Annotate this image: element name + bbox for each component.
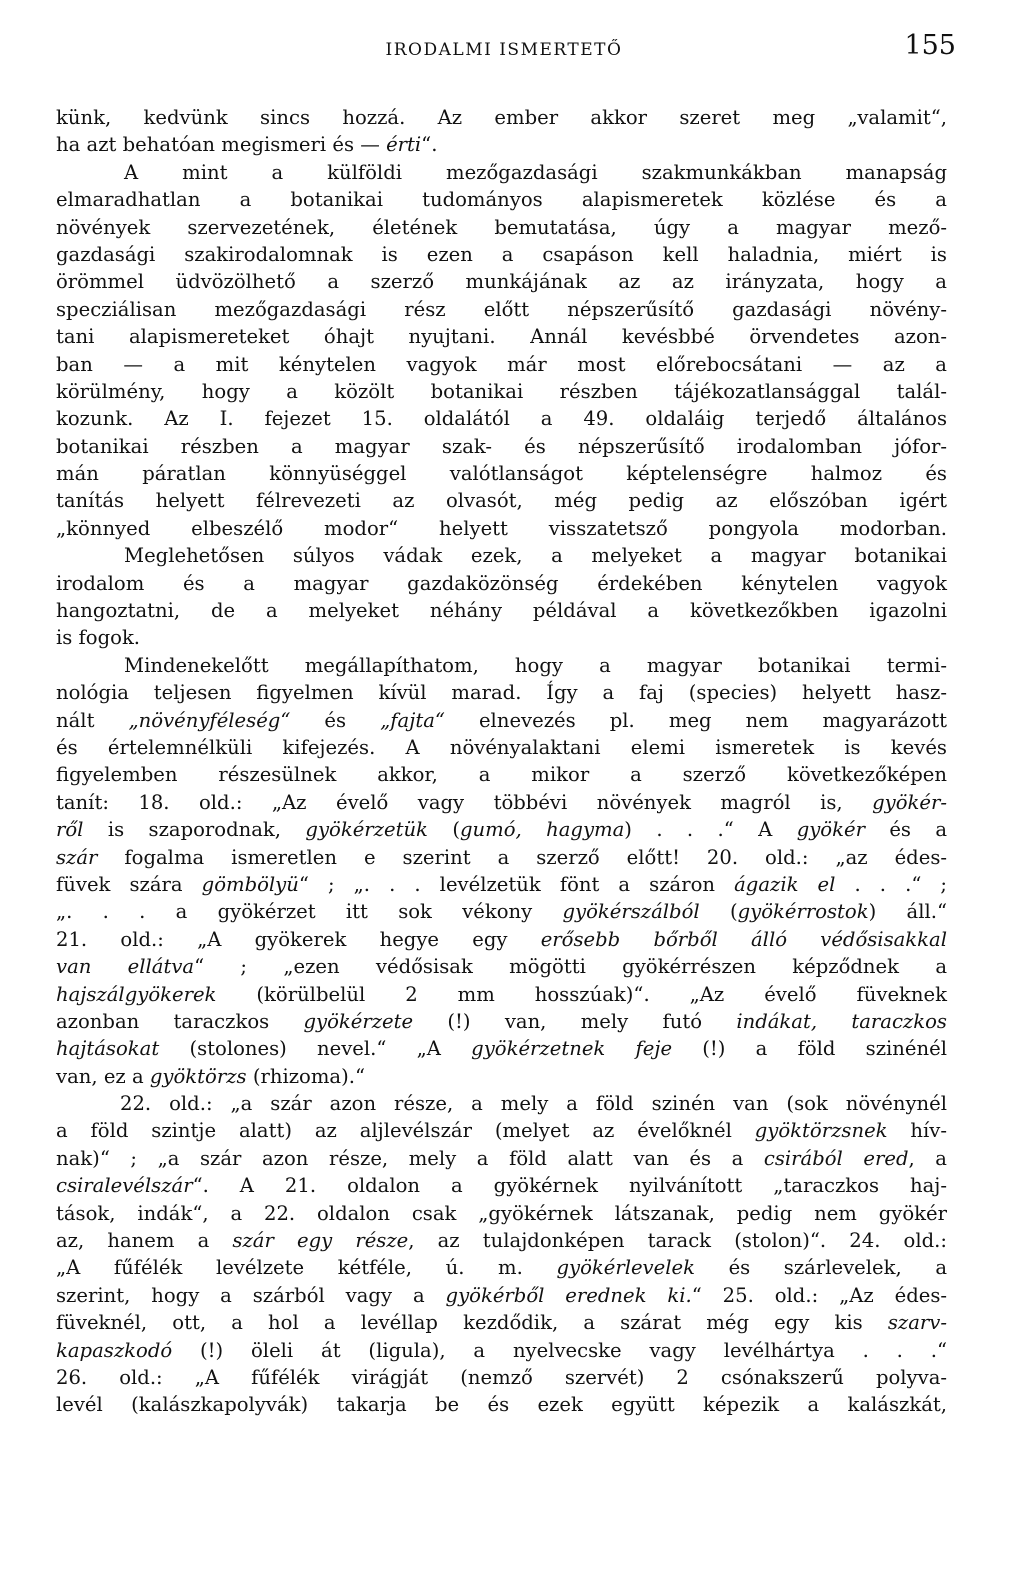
text-line xyxy=(56,186,947,213)
text-line xyxy=(56,624,947,651)
text-segment: és a xyxy=(864,818,948,842)
italic-text: gömbölyü xyxy=(201,872,299,896)
text-line xyxy=(56,597,947,624)
italic-text: ről xyxy=(56,818,84,842)
italic-text: van ellátva xyxy=(56,955,195,979)
text-line xyxy=(56,898,947,925)
text-segment: (stolones) nevel.“ „A xyxy=(159,1037,472,1061)
text-segment: ban — a mit kénytelen vagyok már most előrebocsátani — az a xyxy=(56,352,947,376)
text-segment: nált xyxy=(56,708,129,732)
text-line xyxy=(56,926,947,953)
italic-text: gyökérzetnek feje xyxy=(471,1037,673,1061)
italic-text: gyökérlevelek xyxy=(556,1256,695,1280)
text-line xyxy=(56,1063,947,1090)
text-line xyxy=(56,789,947,816)
text-line xyxy=(56,542,947,569)
italic-text: csirából ered xyxy=(763,1146,909,1170)
italic-text: gyökérszálból xyxy=(562,900,700,924)
text-segment: botanikai részben a magyar szak- és népszerűsítő irodalomban jófor- xyxy=(56,434,947,458)
text-segment: hív- xyxy=(887,1119,947,1143)
text-segment: „A fűfélék levélzete kétféle, ú. m. xyxy=(56,1256,557,1280)
text-segment: 21. old.: „A gyökerek hegye egy xyxy=(56,927,541,951)
text-segment: levél (kalászkapolyvák) takarja be és ezek együtt képezik a kalászkát, xyxy=(56,1393,947,1417)
text-line xyxy=(56,515,947,542)
text-segment: körülmény, hogy a közölt botanikai részben tájékozatlansággal talál- xyxy=(56,379,947,403)
text-segment: és szárlevelek, a xyxy=(694,1256,948,1280)
text-line xyxy=(56,652,947,679)
italic-text: gyökér xyxy=(796,818,865,842)
italic-text: kapaszkodó xyxy=(56,1338,173,1362)
italic-text: hajtásokat xyxy=(56,1037,160,1061)
text-segment: is fogok. xyxy=(56,626,141,650)
text-line xyxy=(56,953,947,980)
text-segment: elmaradhatlan a botanikai tudományos alapismeretek közlése és a xyxy=(56,188,947,212)
text-segment: ( xyxy=(699,900,738,924)
text-segment: (rhizoma).“ xyxy=(246,1064,365,1088)
italic-text: „növényféleség“ xyxy=(128,708,291,732)
text-segment: hangoztatni, de a melyeket néhány példával a következőkben igazolni xyxy=(56,599,947,623)
text-segment: (!) a föld szinénél xyxy=(672,1037,947,1061)
text-line xyxy=(56,405,947,432)
text-line xyxy=(56,460,947,487)
italic-text: erősebb bőrből álló védősisakkal xyxy=(540,927,948,951)
text-line xyxy=(56,981,947,1008)
text-line xyxy=(56,1364,947,1391)
text-segment: „. . . a gyökérzet itt sok vékony xyxy=(56,900,563,924)
page-header xyxy=(52,30,956,66)
text-segment: ) áll.“ xyxy=(868,900,947,924)
text-segment: , a xyxy=(908,1146,947,1170)
text-segment: Meglehetősen súlyos vádak ezek, a melyeket a magyar botanikai xyxy=(124,544,947,568)
text-segment: 22. old.: „a szár azon része, a mely a föld szinén van (sok növénynél xyxy=(120,1092,947,1116)
text-segment: ) . . .“ A xyxy=(624,818,797,842)
text-line xyxy=(56,1008,947,1035)
page-number: 155 xyxy=(904,30,956,61)
text-segment: “. xyxy=(421,133,438,157)
text-segment: azonban taraczkos xyxy=(56,1009,304,1033)
text-segment: specziálisan mezőgazdasági rész előtt népszerűsítő gazdasági növény- xyxy=(56,297,947,321)
italic-text: ágazik el xyxy=(734,872,836,896)
text-segment: ( xyxy=(427,818,460,842)
text-segment: füvek szára xyxy=(56,872,202,896)
text-segment: mán páratlan könnyüséggel valótlanságot képtelenségre halmoz és xyxy=(56,462,947,486)
text-segment: tanít: 18. old.: „Az évelő vagy többévi növények magról is, xyxy=(56,790,873,814)
text-line xyxy=(56,761,947,788)
italic-text: érti xyxy=(386,133,422,157)
text-line xyxy=(56,679,947,706)
text-line xyxy=(56,296,947,323)
text-line xyxy=(56,734,947,761)
italic-text: csiralevélszár xyxy=(56,1174,193,1198)
text-line xyxy=(56,570,947,597)
text-segment: örömmel üdvözölhető a szerző munkájának az az irányzata, hogy a xyxy=(56,270,947,294)
italic-text: „fajta“ xyxy=(380,708,445,732)
body-text xyxy=(56,104,947,1419)
text-segment: és értelemnélküli kifejezés. A növényalaktani elemi ismeretek is kevés xyxy=(56,735,947,759)
italic-text: gyöktörzs xyxy=(149,1064,247,1088)
text-line xyxy=(56,487,947,514)
italic-text: hajszálgyökerek xyxy=(56,982,217,1006)
text-segment: künk, kedvünk sincs hozzá. Az ember akkor szeret meg „valamit“, xyxy=(56,106,947,129)
text-segment: (!) öleli át (ligula), a nyelvecske vagy levélhártya . . .“ xyxy=(172,1338,947,1362)
text-line xyxy=(56,1227,947,1254)
text-segment: A mint a külföldi mezőgazdasági szakmunkákban manapság xyxy=(124,160,947,184)
text-line xyxy=(56,1200,947,1227)
text-line xyxy=(56,214,947,241)
italic-text: gyökérrostok xyxy=(737,900,869,924)
italic-text: gyökérzetük xyxy=(305,818,428,842)
text-segment: kozunk. Az I. fejezet 15. oldalától a 49. oldaláig terjedő általános xyxy=(56,407,947,431)
text-line xyxy=(56,1145,947,1172)
text-segment: (!) van, mely futó xyxy=(413,1009,737,1033)
text-line xyxy=(56,1309,947,1336)
text-segment: nológia teljesen figyelmen kívül marad. Így a faj (species) helyett hasz- xyxy=(56,681,947,705)
italic-text: szarv- xyxy=(887,1311,947,1335)
text-line xyxy=(56,1254,947,1281)
text-line xyxy=(56,268,947,295)
text-segment: gazdasági szakirodalomnak is ezen a csapáson kell haladnia, miért is xyxy=(56,242,947,266)
text-segment: Mindenekelőtt megállapíthatom, hogy a magyar botanikai termi- xyxy=(124,653,947,677)
text-line xyxy=(56,378,947,405)
text-line xyxy=(56,159,947,186)
italic-text: indákat, taraczkos xyxy=(736,1009,947,1033)
text-line xyxy=(56,1035,947,1062)
text-segment: “. A 21. oldalon a gyökérnek nyilvánított „taraczkos haj- xyxy=(192,1174,947,1198)
text-line xyxy=(56,1282,947,1309)
text-line xyxy=(56,1172,947,1199)
text-segment: „könnyed elbeszélő modor“ helyett visszatetsző pongyola modorban. xyxy=(56,516,947,540)
text-segment: fogalma ismeretlen e szerint a szerző előtt! 20. old.: „az édes- xyxy=(97,845,947,869)
text-segment: és xyxy=(290,708,381,732)
text-line xyxy=(56,1117,947,1144)
text-segment: tanítás helyett félrevezeti az olvasót, még pedig az előszóban igért xyxy=(56,489,947,513)
text-segment: “ ; „ezen védősisak mögötti gyökérrészen képződnek a xyxy=(194,955,947,979)
text-line xyxy=(56,104,947,131)
italic-text: szár egy része xyxy=(232,1229,409,1253)
text-line xyxy=(56,1337,947,1364)
text-segment: is szaporodnak, xyxy=(83,818,306,842)
text-line xyxy=(56,1391,947,1418)
text-segment: 26. old.: „A fűfélék virágját (nemző szervét) 2 csónakszerű polyva- xyxy=(56,1365,947,1389)
text-line xyxy=(56,323,947,350)
text-segment: szerint, hogy a szárból vagy a xyxy=(56,1283,446,1307)
text-segment: növények szervezetének, életének bemutatása, úgy a magyar mező- xyxy=(56,215,947,239)
text-segment: irodalom és a magyar gazdaközönség érdekében kénytelen vagyok xyxy=(56,571,947,595)
italic-text: gyökérzete xyxy=(303,1009,414,1033)
text-segment: (körülbelül 2 mm hosszúak)“. „Az évelő füveknek xyxy=(216,982,947,1006)
italic-text: gyökér- xyxy=(872,790,947,814)
text-segment: ha azt behatóan megismeri és — xyxy=(56,133,387,157)
text-segment: . . .“ ; xyxy=(835,872,948,896)
text-segment: , az tulajdonképen tarack (stolon)“. 24. old.: xyxy=(408,1229,947,1253)
text-line xyxy=(56,1090,947,1117)
text-line xyxy=(56,707,947,734)
text-segment: a föld szintje alatt) az aljlevélszár (melyet az évelőknél xyxy=(56,1119,755,1143)
text-line xyxy=(56,433,947,460)
text-line xyxy=(56,844,947,871)
text-segment: az, hanem a xyxy=(56,1229,233,1253)
text-segment: tások, indák“, a 22. oldalon csak „gyökérnek látszanak, pedig nem gyökér xyxy=(56,1201,947,1225)
text-segment: van, ez a xyxy=(56,1064,150,1088)
text-segment: tani alapismereteket óhajt nyujtani. Annál kevésbbé örvendetes azon- xyxy=(56,325,947,349)
italic-text: gumó, hagyma xyxy=(459,818,625,842)
italic-text: szár xyxy=(56,845,98,869)
text-segment: elnevezés pl. meg nem magyarázott xyxy=(444,708,947,732)
text-line xyxy=(56,241,947,268)
text-segment: figyelemben részesülnek akkor, a mikor a szerző következőképen xyxy=(56,763,947,787)
running-title: IRODALMI ISMERTETŐ xyxy=(385,40,623,60)
text-line xyxy=(56,871,947,898)
text-segment: nak)“ ; „a szár azon része, mely a föld alatt van és a xyxy=(56,1146,764,1170)
text-line xyxy=(56,131,947,158)
text-segment: “ ; „. . . levélzetük fönt a száron xyxy=(298,872,735,896)
italic-text: gyökérből erednek ki. xyxy=(445,1283,692,1307)
text-line xyxy=(56,351,947,378)
text-segment: “ 25. old.: „Az édes- xyxy=(691,1283,948,1307)
text-segment: füveknél, ott, a hol a levéllap kezdődik, a szárat még egy kis xyxy=(56,1311,888,1335)
text-line xyxy=(56,816,947,843)
italic-text: gyöktörzsnek xyxy=(754,1119,888,1143)
